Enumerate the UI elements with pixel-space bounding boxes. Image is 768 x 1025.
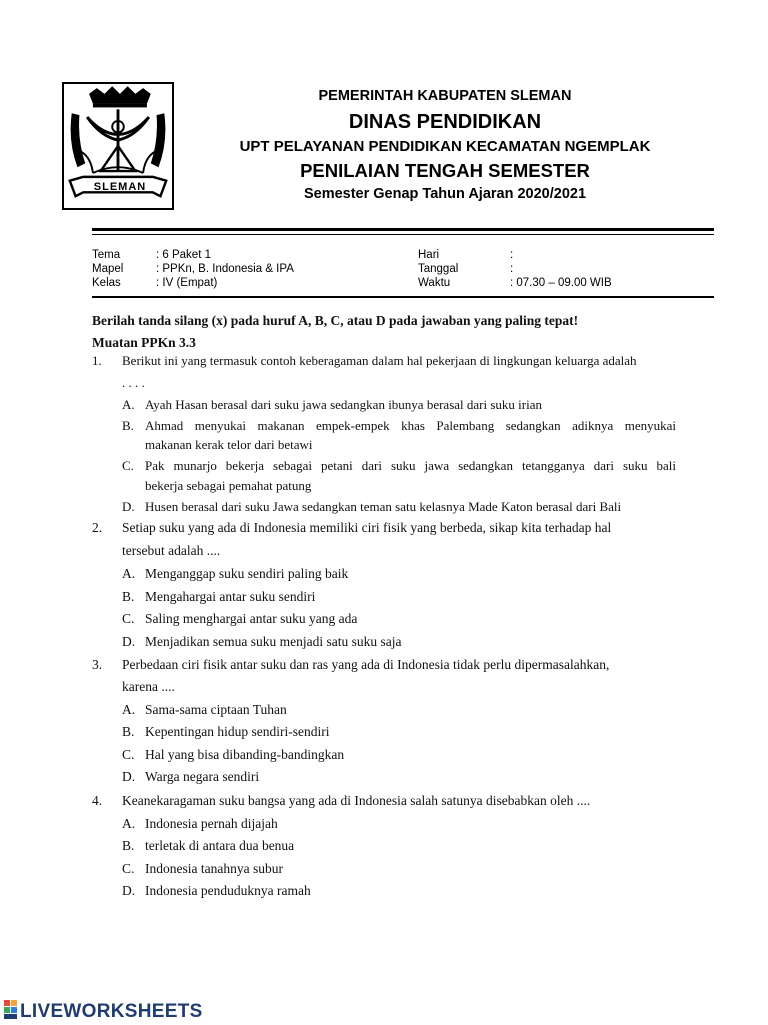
question-number: 2. xyxy=(92,520,103,535)
info-label-waktu: Waktu xyxy=(418,277,451,289)
info-value-tanggal: : xyxy=(510,263,514,275)
option-text[interactable]: Indonesia penduduknya ramah xyxy=(145,883,311,898)
logo-banner-text: SLEMAN xyxy=(93,181,147,193)
option-text[interactable]: Warga negara sendiri xyxy=(145,769,260,784)
option-letter[interactable]: A. xyxy=(122,397,135,412)
question-text-cont: . . . . xyxy=(122,375,145,390)
info-value-mapel: : PPKn, B. Indonesia & IPA xyxy=(156,263,294,275)
option-letter[interactable]: C. xyxy=(122,861,135,876)
option-letter[interactable]: A. xyxy=(122,566,136,581)
option-letter[interactable]: A. xyxy=(122,702,136,717)
question-text: Keanekaragaman suku bangsa yang ada di Indonesia salah satunya disebabkan oleh .... xyxy=(122,793,591,808)
section-title: Muatan PPKn 3.3 xyxy=(92,335,196,350)
option-text[interactable]: Menjadikan semua suku menjadi satu suku saja xyxy=(145,634,402,649)
liveworksheets-logo-icon xyxy=(4,1000,18,1025)
info-value-tema: : 6 Paket 1 xyxy=(156,249,211,261)
option-text[interactable]: Husen berasal dari suku Jawa sedangkan teman satu kelasnya Made Katon berasal dari Bali xyxy=(145,499,622,514)
option-text-cont[interactable]: bekerja sebagai pemahat patung xyxy=(145,478,312,493)
info-value-waktu: : 07.30 – 09.00 WIB xyxy=(510,277,612,289)
option-letter[interactable]: C. xyxy=(122,611,135,626)
liveworksheets-wordmark: LIVEWORKSHEETS xyxy=(20,1001,203,1022)
question-text: Perbedaan ciri fisik antar suku dan ras yang ada di Indonesia tidak perlu dipermasalahkan, xyxy=(122,657,610,672)
question-number: 1. xyxy=(92,353,102,368)
info-divider xyxy=(92,296,714,298)
header-government: PEMERINTAH KABUPATEN SLEMAN xyxy=(318,88,572,104)
option-letter[interactable]: C. xyxy=(122,747,135,762)
option-text[interactable]: Ayah Hasan berasal dari suku jawa sedangkan ibunya berasal dari suku irian xyxy=(145,397,542,412)
info-label-kelas: Kelas xyxy=(92,277,121,289)
option-letter[interactable]: A. xyxy=(122,816,136,831)
question-number: 3. xyxy=(92,657,103,672)
info-label-tanggal: Tanggal xyxy=(418,263,459,275)
question-text-cont: tersebut adalah .... xyxy=(122,543,221,558)
option-letter[interactable]: D. xyxy=(122,499,135,514)
info-label-hari: Hari xyxy=(418,249,440,261)
option-text[interactable]: Ahmad menyukai makanan empek-empek khas Palembang sedangkan adiknya menyukai xyxy=(145,418,676,433)
option-text[interactable]: Kepentingan hidup sendiri-sendiri xyxy=(145,724,330,739)
header-exam-title: PENILAIAN TENGAH SEMESTER xyxy=(300,160,590,181)
option-letter[interactable]: B. xyxy=(122,724,135,739)
option-letter[interactable]: D. xyxy=(122,769,136,784)
option-text[interactable]: Indonesia pernah dijajah xyxy=(145,816,278,831)
info-value-hari: : xyxy=(510,249,514,261)
question-text-cont: karena .... xyxy=(122,679,175,694)
header-upt: UPT PELAYANAN PENDIDIKAN KECAMATAN NGEMPLAK xyxy=(239,138,651,155)
header-semester: Semester Genap Tahun Ajaran 2020/2021 xyxy=(303,186,587,202)
option-letter[interactable]: D. xyxy=(122,883,136,898)
option-text[interactable]: Saling menghargai antar suku yang ada xyxy=(145,611,358,626)
header-divider-thin xyxy=(92,234,714,235)
option-text[interactable]: terletak di antara dua benua xyxy=(145,838,295,853)
info-label-tema: Tema xyxy=(92,249,121,261)
option-letter[interactable]: B. xyxy=(122,838,135,853)
option-letter[interactable]: C. xyxy=(122,458,134,473)
question-text: Berikut ini yang termasuk contoh keberagaman dalam hal pekerjaan di lingkungan keluarga adalah xyxy=(122,353,637,368)
option-text[interactable]: Sama-sama ciptaan Tuhan xyxy=(145,702,287,717)
option-text[interactable]: Pak munarjo bekerja sebagai petani dari suku jawa sedangkan tetangganya dari suku bali xyxy=(145,458,676,473)
instruction-text: Berilah tanda silang (x) pada huruf A, B, C, atau D pada jawaban yang paling tepat! xyxy=(92,313,579,328)
option-text[interactable]: Indonesia tanahnya subur xyxy=(145,861,283,876)
info-value-kelas: : IV (Empat) xyxy=(156,277,218,289)
option-letter[interactable]: B. xyxy=(122,418,134,433)
option-text[interactable]: Mengahargai antar suku sendiri xyxy=(145,589,316,604)
header-divider-thick xyxy=(92,228,714,231)
header-department: DINAS PENDIDIKAN xyxy=(348,111,542,133)
question-text: Setiap suku yang ada di Indonesia memiliki ciri fisik yang berbeda, sikap kita terhadap hal xyxy=(122,520,612,535)
option-text-cont[interactable]: makanan kerak telor dari betawi xyxy=(145,437,313,452)
info-label-mapel: Mapel xyxy=(92,263,124,275)
liveworksheets-brand[interactable] xyxy=(4,1001,203,1023)
question-number: 4. xyxy=(92,793,103,808)
option-letter[interactable]: B. xyxy=(122,589,135,604)
option-text[interactable]: Menganggap suku sendiri paling baik xyxy=(145,566,349,581)
option-text[interactable]: Hal yang bisa dibanding-bandingkan xyxy=(145,747,345,762)
option-letter[interactable]: D. xyxy=(122,634,136,649)
